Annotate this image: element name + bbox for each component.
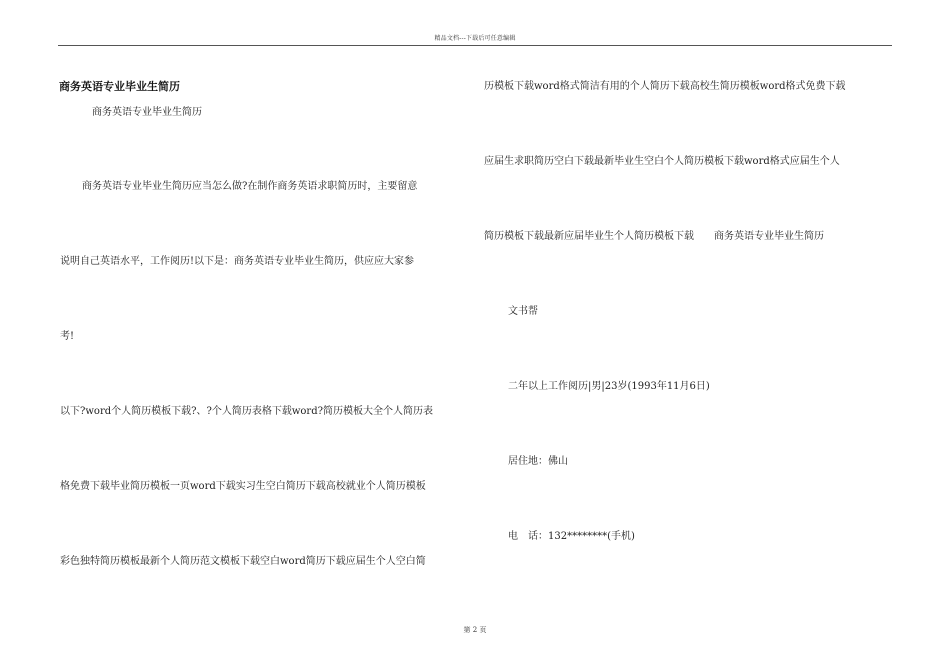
intro-paragraph-line-2: 说明自己英语水平，工作阅历!以下是：商务英语专业毕业生简历，供应应大家参: [60, 256, 415, 267]
document-title: 商务英语专业毕业生简历: [59, 80, 180, 93]
template-list-line-4: 历模板下载word格式简洁有用的个人简历下载高校生简历模板word格式免费下载: [484, 81, 846, 92]
intro-paragraph-line-1: 商务英语专业毕业生简历应当怎么做?在制作商务英语求职简历时，主要留意: [82, 181, 418, 192]
template-list-line-5: 应届生求职简历空白下载最新毕业生空白个人简历模板下载word格式应届生个人: [484, 156, 840, 167]
template-list-line-1: 以下?word个人简历模板下载?、?个人简历表格下载word?简历模板大全个人简历表: [60, 406, 433, 417]
resume-phone: 电 话：132********(手机): [508, 531, 635, 542]
template-list-line-3: 彩色独特简历模板最新个人简历范文模板下载空白word简历下载应届生个人空白简: [60, 556, 426, 567]
document-subtitle: 商务英语专业毕业生简历: [92, 107, 202, 118]
intro-paragraph-line-3: 考!: [60, 331, 75, 342]
template-list-line-2: 格免费下载毕业简历模板一页word下载实习生空白简历下载高校就业个人简历模板: [60, 481, 426, 492]
page-number: 第 2 页: [463, 626, 487, 634]
header-rule: [58, 45, 892, 46]
resume-source: 文书帮: [508, 306, 538, 317]
page-header: 精品文档---下载后可任意编辑: [434, 35, 516, 42]
template-list-line-6: 简历模板下载最新应届毕业生个人简历模板下载 商务英语专业毕业生简历: [484, 231, 824, 242]
resume-experience-gender-age: 二年以上工作阅历|男|23岁(1993年11月6日): [508, 381, 710, 392]
resume-residence: 居住地：佛山: [508, 456, 568, 467]
